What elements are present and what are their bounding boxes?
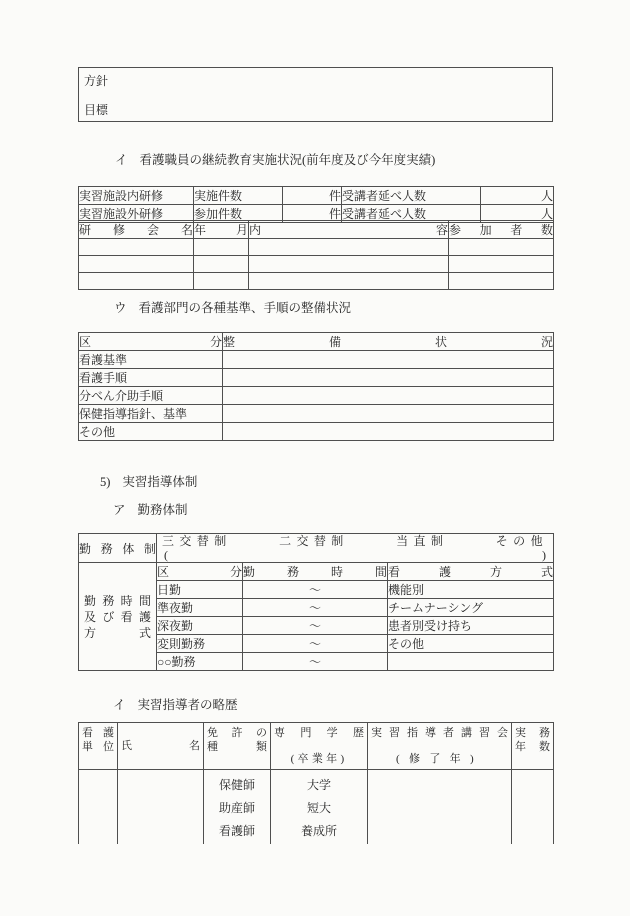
heading-instructor-text: 実習指導者の略歴 [137,698,238,712]
cell-attendee-unit: 人 [481,205,554,223]
shift-options-line [157,534,553,549]
heading-guidance-text: 実習指導体制 [122,475,198,489]
table-row [79,770,554,845]
cell-standard-label: 保健指導指針、基準 [79,405,223,423]
cell-attendee-unit: 人 [481,187,554,205]
cell-hours-tilde: ～ [243,635,388,653]
cell-standard-label: その他 [79,423,223,441]
paren-close: ) [542,548,546,562]
heading-work-marker: ア [113,503,126,517]
col-header-education [271,723,368,770]
heading-work-text: 勤務体制 [137,503,188,517]
cell-nursing-method: チームナーシング [388,599,554,617]
goal-label: 目標 [84,103,109,117]
option-three-shift: 三交替制 [162,534,232,548]
cell-hours-tilde: ～ [243,653,388,671]
heading-standards-marker: ウ [114,301,127,315]
heading-education-marker: イ [115,153,128,167]
col-header-nursing-unit [79,723,118,770]
side-label-line: 方式 [84,625,151,640]
heading-education-text: 看護職員の継続教育実施状況(前年度及び今年度実績) [139,153,436,167]
header-line: 免許の [207,727,267,739]
cell-attendee-label: 受講者延べ人数 [342,205,481,223]
cell-hours-tilde: ～ [243,599,388,617]
cell-shift-category: 変則勤務 [157,635,243,653]
col-header-hours: 勤務時間 [243,563,388,581]
heading-standards-text: 看護部門の各種基準、手順の整備状況 [138,301,352,315]
table-header-row [79,723,554,770]
empty-field-cell [79,273,194,290]
heading-standards [114,301,351,316]
cell-standard-label: 分べん介助手順 [79,387,223,405]
empty-field-cell [512,770,554,845]
cell-nursing-method [388,653,554,671]
col-header-participants: 参加者数 [449,221,554,239]
school-option: 短大 [306,801,331,815]
heading-instructor [113,698,238,713]
cell-count-unit: 件 [283,187,342,205]
cell-standard-label: 看護手順 [79,369,223,387]
license-option: 保健師 [218,778,255,792]
col-header-date: 年月 [194,221,249,239]
standards-table [78,332,554,441]
heading-education [115,153,435,168]
education-detail-table [78,220,554,290]
option-two-shift: 二交替制 [279,534,349,548]
option-paren-line [157,549,553,562]
table-row [79,405,554,423]
heading-guidance-marker: 5) [100,475,111,489]
col-header-seminar-name: 研修会名 [79,221,194,239]
instructor-table [78,722,554,844]
table-row [79,256,554,273]
col-header-category: 区分 [157,563,243,581]
option-other: その他 [495,534,548,548]
cell-nursing-method: 患者別受け持ち [388,617,554,635]
empty-field-cell [79,256,194,273]
license-option: 看護師 [218,824,255,838]
empty-field-cell [223,405,554,423]
cell-shift-category: ○○勤務 [157,653,243,671]
empty-field-cell [79,770,118,845]
header-line: 氏名 [121,740,200,752]
table-header-row [79,221,554,239]
empty-field-cell [118,770,204,845]
cell-count-label: 参加件数 [194,205,283,223]
empty-field-cell [79,239,194,256]
cell-standard-label: 看護基準 [79,351,223,369]
col-header-experience [512,723,554,770]
header-subline: (卒業年) [290,753,348,765]
table-row [79,351,554,369]
cell-hours-tilde: ～ [243,581,388,599]
table-header-row [79,563,554,581]
table-row [79,273,554,290]
cell-attendee-label: 受講者延べ人数 [342,187,481,205]
header-line: 実習指導者講習会 [371,727,508,739]
cell-nursing-method: 機能別 [388,581,554,599]
empty-field-cell [449,273,554,290]
table-row [79,534,554,563]
empty-field-cell [194,239,249,256]
header-line: 単位 [82,741,114,753]
header-line: 専門学歴 [274,727,364,739]
heading-instructor-marker: イ [113,698,126,712]
table-row [79,423,554,441]
table-row [79,369,554,387]
cell-count-unit: 件 [283,205,342,223]
col-header-status: 整備状況 [223,333,554,351]
cell-school-options [271,770,368,845]
table-header-row [79,333,554,351]
col-header-content: 内容 [249,221,449,239]
empty-field-cell [223,387,554,405]
cell-training-category: 実習施設内研修 [79,187,194,205]
cell-hours-tilde: ～ [243,617,388,635]
header-line: 実務 [515,727,550,739]
cell-side-label [79,563,157,671]
table-row [79,187,554,205]
cell-shift-category: 日勤 [157,581,243,599]
header-subline: (修了年) [395,753,484,765]
empty-field-cell [249,273,449,290]
empty-field-cell [249,256,449,273]
empty-field-cell [194,273,249,290]
empty-field-cell [449,256,554,273]
cell-shift-category: 準夜勤 [157,599,243,617]
heading-guidance [100,475,197,490]
col-header-course [368,723,512,770]
table-row [79,239,554,256]
header-line: 種類 [207,741,267,753]
empty-field-cell [194,256,249,273]
paren-open: ( [164,548,168,562]
policy-label: 方針 [84,74,109,88]
empty-field-cell [223,423,554,441]
heading-work-system [113,503,188,518]
header-line: 看護 [82,727,114,739]
cell-nursing-method: その他 [388,635,554,653]
school-option: 大学 [306,778,331,792]
option-on-duty: 当直制 [396,534,449,548]
cell-system-options [157,534,554,563]
empty-field-cell [223,369,554,387]
header-line: 年数 [515,741,550,753]
cell-count-label: 実施件数 [194,187,283,205]
table-row [79,387,554,405]
cell-system-label: 勤務体制 [79,534,157,563]
col-header-license [204,723,271,770]
school-option: 養成所 [300,824,337,838]
empty-field-cell [249,239,449,256]
cell-license-options [204,770,271,845]
cell-training-category: 実習施設外研修 [79,205,194,223]
cell-shift-category: 深夜勤 [157,617,243,635]
work-system-table [78,533,554,671]
empty-field-cell [223,351,554,369]
education-summary-table [78,186,554,223]
side-label-line: 及び看護 [84,609,151,624]
col-header-method: 看護方式 [388,563,554,581]
col-header-category: 区分 [79,333,223,351]
col-header-name [118,723,204,770]
empty-field-cell [449,239,554,256]
policy-goal-box [78,67,553,122]
license-option: 助産師 [218,801,255,815]
side-label-line: 勤務時間 [84,593,151,608]
empty-field-cell [368,770,512,845]
